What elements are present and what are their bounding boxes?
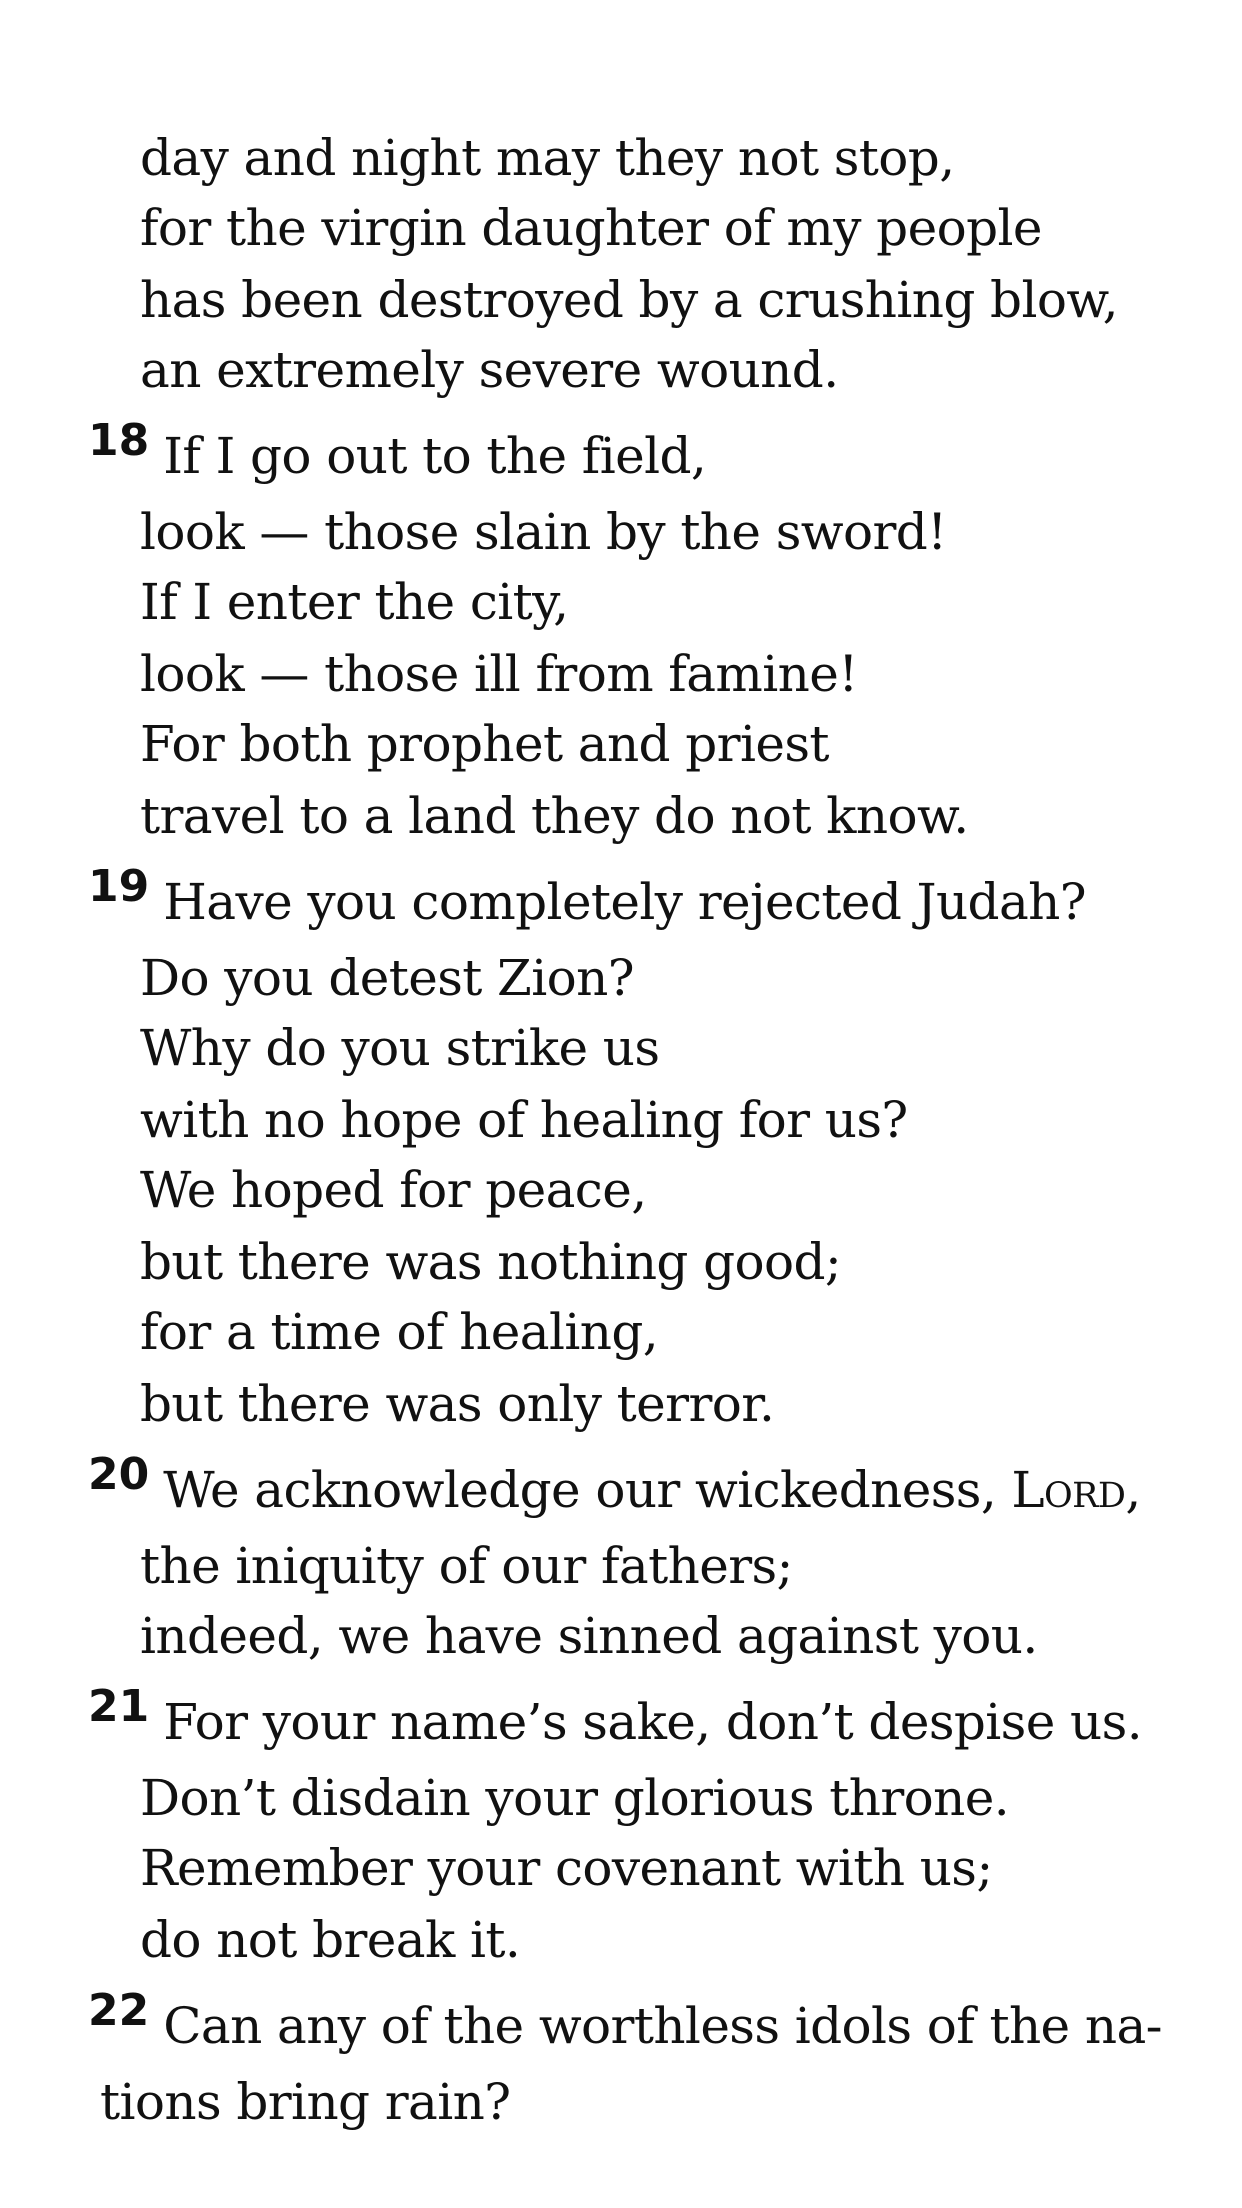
- text-line: with no hope of healing for us?: [140, 1091, 908, 1149]
- verse-number: 21: [88, 1681, 150, 1732]
- text-line: We hoped for peace,: [140, 1161, 647, 1219]
- verse-line: 21 For your name’s sake, don’t despise us.: [88, 1681, 1142, 1751]
- text-line: travel to a land they do not know.: [140, 787, 969, 845]
- verse-number: 18: [88, 415, 150, 466]
- verse-number: 19: [88, 861, 150, 912]
- verse-number: 20: [88, 1449, 150, 1500]
- text-line: look — those slain by the sword!: [140, 503, 947, 561]
- text-line: look — those ill from famine!: [140, 645, 858, 703]
- text-line: for the virgin daughter of my people: [140, 199, 1042, 257]
- text-line: has been destroyed by a crushing blow,: [140, 271, 1118, 329]
- verse-number: 22: [88, 1985, 150, 2036]
- text-line: If I enter the city,: [140, 573, 569, 631]
- text-line: an extremely severe wound.: [140, 341, 839, 399]
- text-line: for a time of healing,: [140, 1303, 659, 1361]
- text-line: the iniquity of our fathers;: [140, 1537, 793, 1595]
- text-line: Remember your covenant with us;: [140, 1839, 993, 1897]
- text-line: For both prophet and priest: [140, 715, 829, 773]
- verse-line: 20 We acknowledge our wickedness, Lord,: [88, 1449, 1141, 1519]
- text-line: do not break it.: [140, 1911, 521, 1969]
- text-line: tions bring rain?: [100, 2073, 511, 2131]
- text-line: Why do you strike us: [140, 1019, 660, 1077]
- text-line: but there was nothing good;: [140, 1233, 842, 1291]
- verse-line: 18 If I go out to the field,: [88, 415, 707, 485]
- divine-name: Lord: [1011, 1461, 1126, 1519]
- text-line: Don’t disdain your glorious throne.: [140, 1769, 1010, 1827]
- text-line: indeed, we have sinned against you.: [140, 1607, 1038, 1665]
- verse-line: 19 Have you completely rejected Judah?: [88, 861, 1086, 931]
- text-line: Do you detest Zion?: [140, 949, 634, 1007]
- verse-line: 22 Can any of the worthless idols of the na-: [88, 1985, 1162, 2055]
- text-line: but there was only terror.: [140, 1375, 775, 1433]
- text-line: day and night may they not stop,: [140, 129, 955, 187]
